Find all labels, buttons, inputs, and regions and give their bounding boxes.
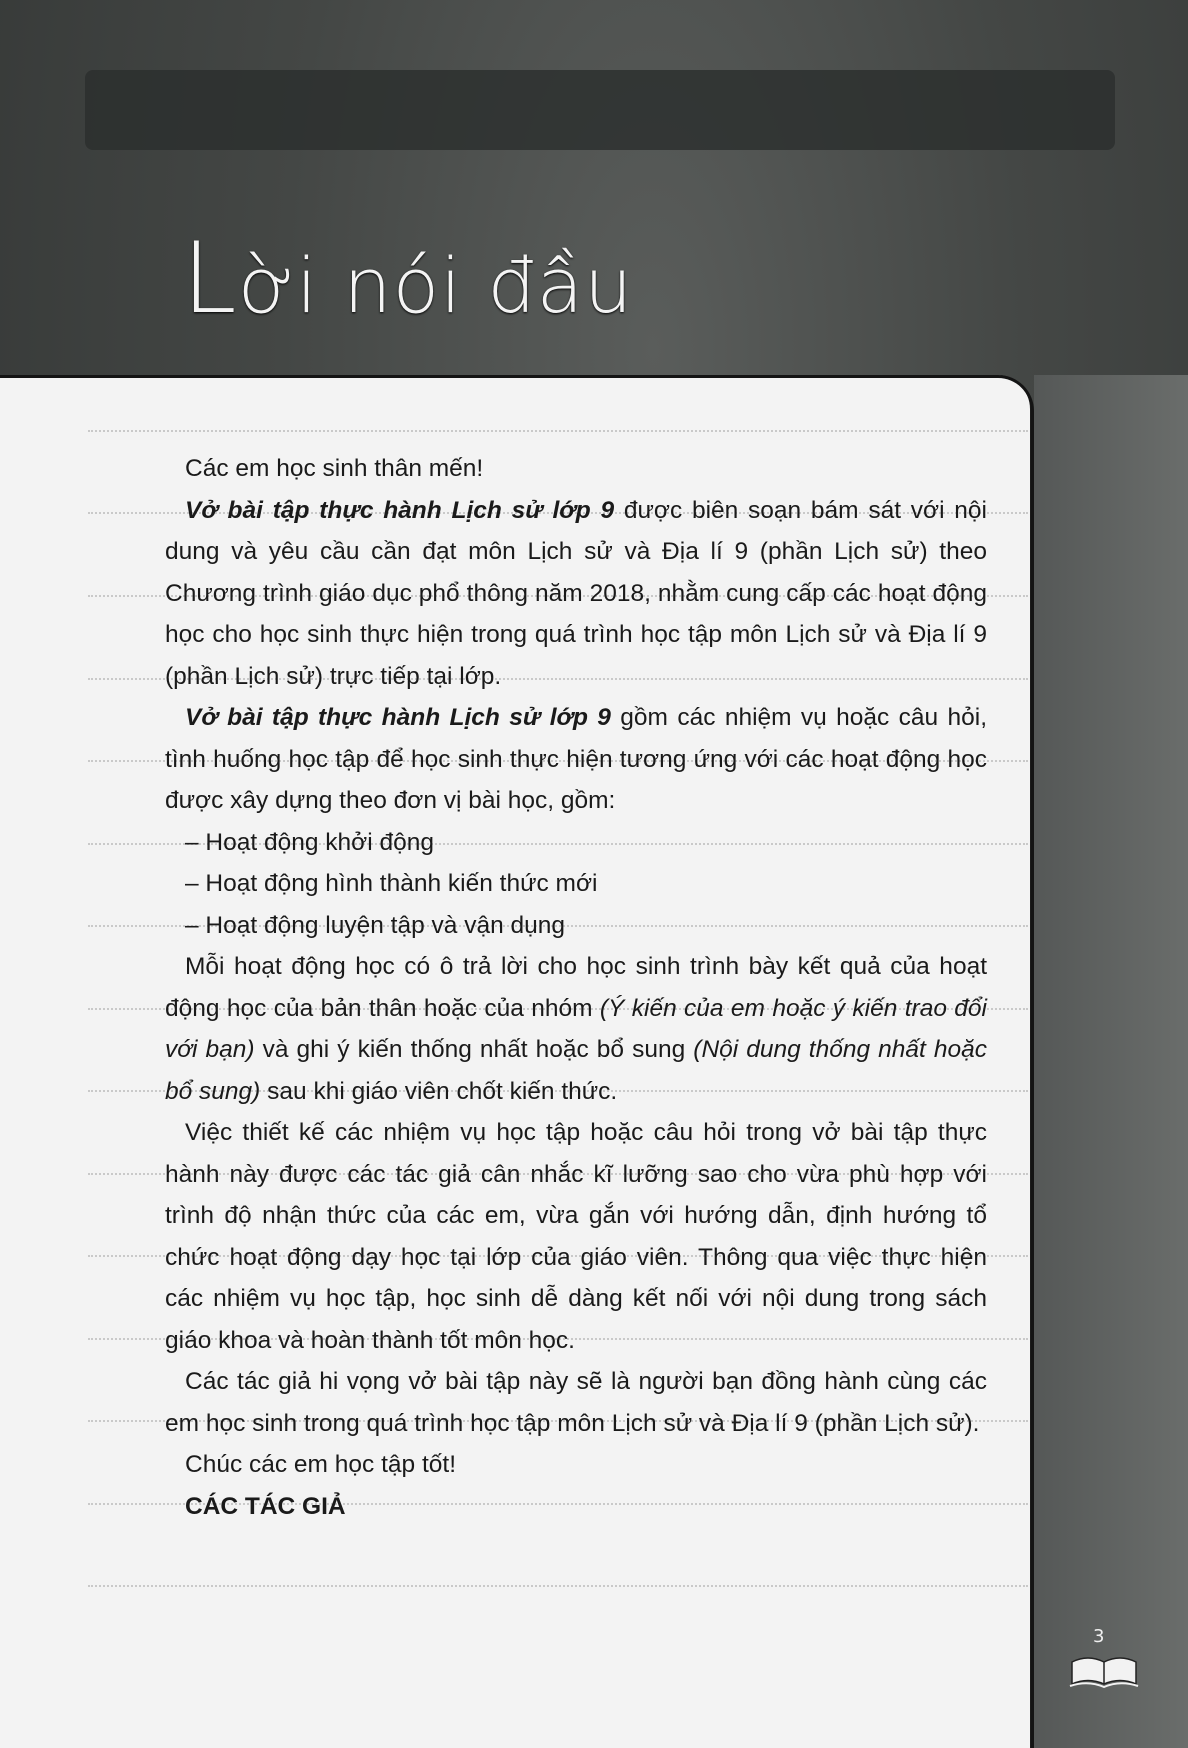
list-item: – Hoạt động hình thành kiến thức mới: [185, 870, 598, 897]
show-through-banner: [85, 70, 1115, 150]
open-book-icon: [1068, 1650, 1140, 1690]
right-margin-strip: [1034, 375, 1188, 1748]
list-item: – Hoạt động khởi động: [185, 828, 434, 856]
preface-body: [165, 448, 987, 1527]
greeting: Các em học sinh thân mến!: [185, 455, 484, 482]
ruled-line: [88, 430, 1028, 432]
paragraph-3: Mỗi hoạt động học có ô trả lời cho học sinh trình bày kết quả của hoạt động học của bản thân hoặc của nhóm (Ý kiến của em hoặc ý kiến trao đổi với bạn) và ghi ý kiến thống nhất hoặc bổ sung (Nội dung thống nhất hoặc bổ sung) sau khi giáo viên chốt kiến thức.: [165, 953, 988, 1105]
signature: CÁC TÁC GIẢ: [185, 1492, 346, 1520]
ruled-line: [88, 1585, 1028, 1587]
list-item: – Hoạt động luyện tập và vận dụng: [185, 911, 566, 939]
page-title: Lời nói đầu: [182, 222, 634, 336]
paragraph-2: Vở bài tập thực hành Lịch sử lớp 9 gồm các nhiệm vụ hoặc câu hỏi, tình huống học tập để học sinh thực hiện tương ứng với các hoạt động học được xây dựng theo đơn vị bài học, gồm:: [165, 704, 988, 814]
paragraph-4: Việc thiết kế các nhiệm vụ học tập hoặc câu hỏi trong vở bài tập thực hành này được các tác giả cân nhắc kĩ lưỡng sao cho vừa phù hợp với trình độ nhận thức của các em, vừa gắn với hướng dẫn, định hướng tổ chức hoạt động dạy học tại lớp của giáo viên. Thông qua việc thực hiện các nhiệm vụ học tập, học sinh dễ dàng kết nối với nội dung trong sách giáo khoa và hoàn thành tốt môn học.: [165, 1119, 987, 1354]
closing: Chúc các em học tập tốt!: [185, 1451, 456, 1478]
paragraph-5: Các tác giả hi vọng vở bài tập này sẽ là người bạn đồng hành cùng các em học sinh trong quá trình học tập môn Lịch sử và Địa lí 9 (phần Lịch sử).: [165, 1368, 987, 1437]
paragraph-1: Vở bài tập thực hành Lịch sử lớp 9 được biên soạn bám sát với nội dung và yêu cầu cần đạt môn Lịch sử và Địa lí 9 (phần Lịch sử) theo Chương trình giáo dục phổ thông năm 2018, nhằm cung cấp các hoạt động học cho học sinh thực hiện trong quá trình học tập môn Lịch sử và Địa lí 9 (phần Lịch sử) trực tiếp tại lớp.: [165, 496, 987, 690]
page-number: 3: [1093, 1626, 1105, 1647]
